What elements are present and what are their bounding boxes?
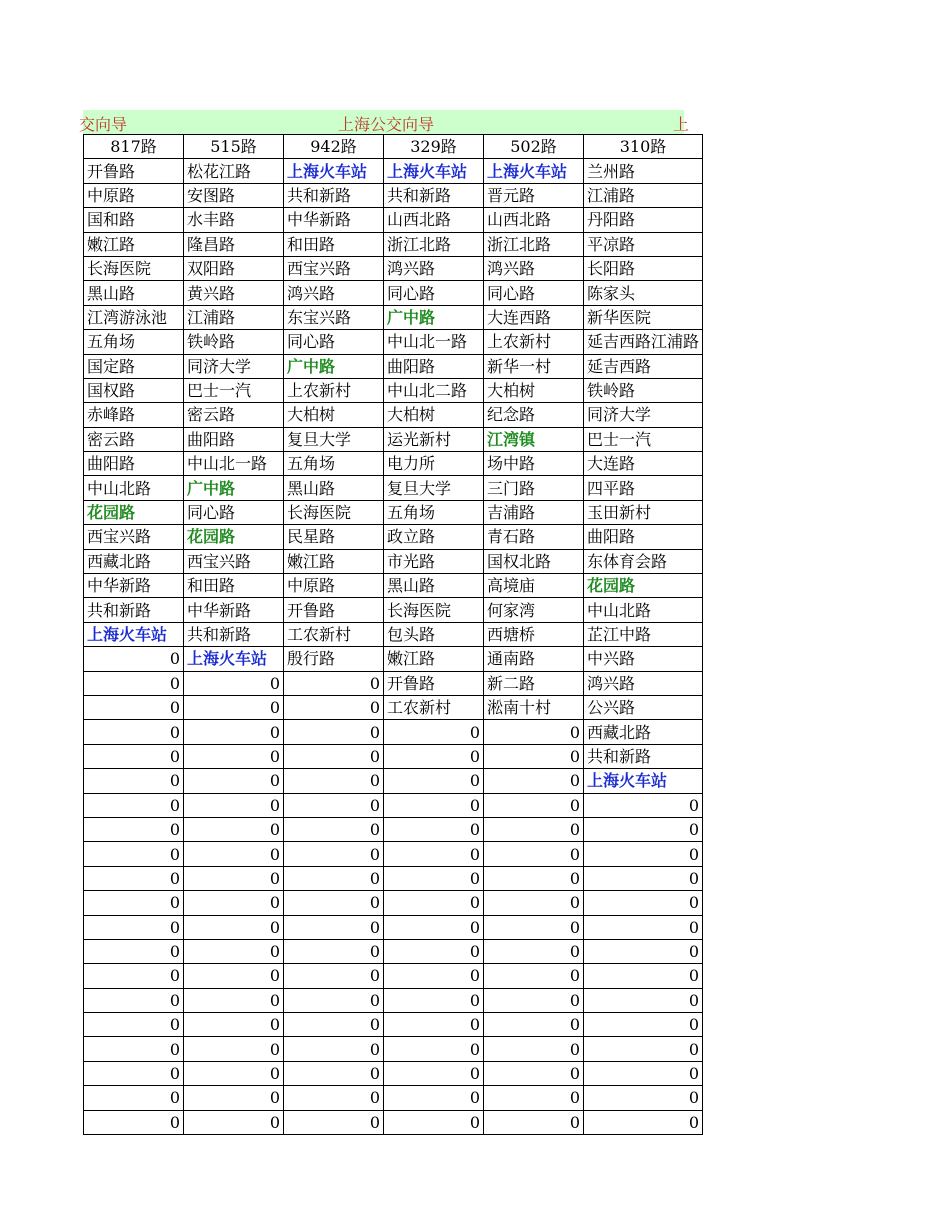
empty-value-cell[interactable]: 0 [384,1037,484,1061]
station-cell[interactable]: 长阳路 [584,256,703,280]
station-cell[interactable]: 三门路 [484,476,584,500]
station-cell[interactable]: 延吉西路 [584,354,703,378]
station-cell[interactable]: 国和路 [84,208,184,232]
station-cell[interactable]: 民星路 [284,525,384,549]
station-cell[interactable]: 中山北路 [84,476,184,500]
empty-value-cell[interactable]: 0 [284,866,384,890]
empty-value-cell[interactable]: 0 [584,891,703,915]
station-cell[interactable]: 新华医院 [584,305,703,329]
table-row [84,744,703,768]
table-row [84,427,703,451]
table-row [84,988,703,1012]
station-cell[interactable]: 密云路 [84,427,184,451]
empty-value-cell[interactable]: 0 [384,842,484,866]
station-cell[interactable]: 中原路 [84,183,184,207]
empty-value-cell[interactable]: 0 [84,1037,184,1061]
empty-value-cell[interactable]: 0 [284,695,384,719]
empty-value-cell[interactable]: 0 [484,939,584,963]
empty-value-cell[interactable]: 0 [84,939,184,963]
station-cell[interactable]: 安图路 [184,183,284,207]
empty-value-cell[interactable]: 0 [284,671,384,695]
empty-value-cell[interactable]: 0 [284,1013,384,1037]
table-row [84,964,703,988]
station-cell[interactable]: 同心路 [184,500,284,524]
station-cell[interactable]: 西宝兴路 [184,549,284,573]
station-cell[interactable]: 晋元路 [484,183,584,207]
station-cell[interactable]: 上海火车站 [184,647,284,671]
empty-value-cell[interactable]: 0 [484,964,584,988]
empty-value-cell[interactable]: 0 [484,1061,584,1085]
station-cell[interactable]: 上海火车站 [584,769,703,793]
station-cell[interactable]: 开鲁路 [284,598,384,622]
empty-value-cell[interactable]: 0 [184,915,284,939]
empty-value-cell[interactable]: 0 [84,769,184,793]
empty-value-cell[interactable]: 0 [284,720,384,744]
station-cell[interactable]: 密云路 [184,403,284,427]
table-row [84,1013,703,1037]
station-cell[interactable]: 大连路 [584,452,703,476]
station-cell[interactable]: 巴士一汽 [184,378,284,402]
station-cell[interactable]: 嫩江路 [84,232,184,256]
station-cell[interactable]: 西藏北路 [84,549,184,573]
table-row [84,208,703,232]
empty-value-cell[interactable]: 0 [284,1061,384,1085]
station-cell[interactable]: 上海火车站 [484,159,584,183]
table-row [84,647,703,671]
empty-value-cell[interactable]: 0 [284,842,384,866]
station-cell[interactable]: 新华一村 [484,354,584,378]
station-cell[interactable]: 中华新路 [184,598,284,622]
empty-value-cell[interactable]: 0 [84,744,184,768]
station-cell[interactable]: 运光新村 [384,427,484,451]
station-cell[interactable]: 嫩江路 [284,549,384,573]
station-cell[interactable]: 黑山路 [284,476,384,500]
empty-value-cell[interactable]: 0 [484,769,584,793]
station-cell[interactable]: 双阳路 [184,256,284,280]
empty-value-cell[interactable]: 0 [184,671,284,695]
station-cell[interactable]: 五角场 [384,500,484,524]
empty-value-cell[interactable]: 0 [284,1086,384,1110]
station-cell[interactable]: 江湾镇 [484,427,584,451]
station-cell[interactable]: 芷江中路 [584,622,703,646]
station-cell[interactable]: 大柏树 [284,403,384,427]
station-cell[interactable]: 西宝兴路 [284,256,384,280]
empty-value-cell[interactable]: 0 [484,988,584,1012]
empty-value-cell[interactable]: 0 [184,866,284,890]
empty-value-cell[interactable]: 0 [384,744,484,768]
station-cell[interactable]: 中山北一路 [184,452,284,476]
empty-value-cell[interactable]: 0 [184,1061,284,1085]
empty-value-cell[interactable]: 0 [384,915,484,939]
station-cell[interactable]: 江湾游泳池 [84,305,184,329]
station-cell[interactable]: 曲阳路 [584,525,703,549]
station-cell[interactable]: 同心路 [484,281,584,305]
station-cell[interactable]: 花园路 [584,574,703,598]
empty-value-cell[interactable]: 0 [284,793,384,817]
empty-value-cell[interactable]: 0 [484,1013,584,1037]
empty-value-cell[interactable]: 0 [84,671,184,695]
station-cell[interactable]: 四平路 [584,476,703,500]
station-cell[interactable]: 中华新路 [84,574,184,598]
banner-left-fragment: 交向导 [79,115,128,134]
table-row [84,793,703,817]
station-cell[interactable]: 中山北一路 [384,330,484,354]
station-cell[interactable]: 五角场 [84,330,184,354]
station-cell[interactable]: 政立路 [384,525,484,549]
station-cell[interactable]: 花园路 [184,525,284,549]
empty-value-cell[interactable]: 0 [584,842,703,866]
station-cell[interactable]: 广中路 [384,305,484,329]
station-cell[interactable]: 吉浦路 [484,500,584,524]
empty-value-cell[interactable]: 0 [84,866,184,890]
empty-value-cell[interactable]: 0 [84,1110,184,1134]
table-row [84,622,703,646]
table-row [84,281,703,305]
table-row [84,574,703,598]
empty-value-cell[interactable]: 0 [184,939,284,963]
station-cell[interactable]: 长海医院 [284,500,384,524]
empty-value-cell[interactable]: 0 [184,695,284,719]
table-row [84,720,703,744]
station-cell[interactable]: 复旦大学 [284,427,384,451]
empty-value-cell[interactable]: 0 [584,793,703,817]
station-cell[interactable]: 黑山路 [384,574,484,598]
station-cell[interactable]: 上海火车站 [84,622,184,646]
station-cell[interactable]: 赤峰路 [84,403,184,427]
table-row [84,1086,703,1110]
station-cell[interactable]: 高境庙 [484,574,584,598]
empty-value-cell[interactable]: 0 [484,842,584,866]
empty-value-cell[interactable]: 0 [84,647,184,671]
table-row [84,598,703,622]
empty-value-cell[interactable]: 0 [84,915,184,939]
empty-value-cell[interactable]: 0 [484,720,584,744]
station-cell[interactable]: 中山北二路 [384,378,484,402]
station-cell[interactable]: 中原路 [284,574,384,598]
empty-value-cell[interactable]: 0 [284,769,384,793]
empty-value-cell[interactable]: 0 [584,817,703,841]
table-row [84,452,703,476]
empty-value-cell[interactable]: 0 [84,842,184,866]
empty-value-cell[interactable]: 0 [84,793,184,817]
table-row [84,695,703,719]
empty-value-cell[interactable]: 0 [84,891,184,915]
empty-value-cell[interactable]: 0 [184,1037,284,1061]
table-row [84,866,703,890]
table-row [84,891,703,915]
station-cell[interactable]: 大柏树 [384,403,484,427]
station-cell[interactable]: 国权路 [84,378,184,402]
station-cell[interactable]: 同心路 [384,281,484,305]
station-cell[interactable]: 同济大学 [184,354,284,378]
station-cell[interactable]: 延吉西路江浦路 [584,330,703,354]
station-cell[interactable]: 国权北路 [484,549,584,573]
empty-value-cell[interactable]: 0 [584,1110,703,1134]
station-cell[interactable]: 浙江北路 [384,232,484,256]
empty-value-cell[interactable]: 0 [384,1061,484,1085]
station-cell[interactable]: 中山北路 [584,598,703,622]
station-cell[interactable]: 工农新村 [284,622,384,646]
station-cell[interactable]: 中华新路 [284,208,384,232]
empty-value-cell[interactable]: 0 [584,1061,703,1085]
station-cell[interactable]: 共和新路 [84,598,184,622]
station-cell[interactable]: 电力所 [384,452,484,476]
empty-value-cell[interactable]: 0 [184,769,284,793]
table-row [84,378,703,402]
empty-value-cell[interactable]: 0 [284,988,384,1012]
station-cell[interactable]: 陈家头 [584,281,703,305]
table-row [84,525,703,549]
route-header[interactable]: 502路 [484,135,584,159]
table-row [84,769,703,793]
table-row [84,1110,703,1134]
empty-value-cell[interactable]: 0 [584,964,703,988]
empty-value-cell[interactable]: 0 [484,1086,584,1110]
empty-value-cell[interactable]: 0 [584,1013,703,1037]
station-cell[interactable]: 隆昌路 [184,232,284,256]
empty-value-cell[interactable]: 0 [484,817,584,841]
empty-value-cell[interactable]: 0 [584,915,703,939]
station-cell[interactable]: 黑山路 [84,281,184,305]
table-row [84,403,703,427]
route-header[interactable]: 515路 [184,135,284,159]
station-cell[interactable]: 江浦路 [584,183,703,207]
station-cell[interactable]: 通南路 [484,647,584,671]
table-row [84,817,703,841]
station-cell[interactable]: 东体育会路 [584,549,703,573]
empty-value-cell[interactable]: 0 [284,1110,384,1134]
station-cell[interactable]: 复旦大学 [384,476,484,500]
route-header[interactable]: 942路 [284,135,384,159]
station-cell[interactable]: 上海火车站 [284,159,384,183]
empty-value-cell[interactable]: 0 [284,1037,384,1061]
station-cell[interactable]: 鸿兴路 [484,256,584,280]
empty-value-cell[interactable]: 0 [84,817,184,841]
station-cell[interactable]: 黄兴路 [184,281,284,305]
station-cell[interactable]: 长海医院 [384,598,484,622]
station-cell[interactable]: 曲阳路 [184,427,284,451]
table-row [84,476,703,500]
station-cell[interactable]: 场中路 [484,452,584,476]
empty-value-cell[interactable]: 0 [284,744,384,768]
station-cell[interactable]: 巴士一汽 [584,427,703,451]
empty-value-cell[interactable]: 0 [184,891,284,915]
station-cell[interactable]: 五角场 [284,452,384,476]
station-cell[interactable]: 广中路 [184,476,284,500]
station-cell[interactable]: 上农新村 [484,330,584,354]
station-cell[interactable]: 共和新路 [184,622,284,646]
table-row [84,1037,703,1061]
station-cell[interactable]: 山西北路 [484,208,584,232]
empty-value-cell[interactable]: 0 [84,964,184,988]
station-cell[interactable]: 山西北路 [384,208,484,232]
station-cell[interactable]: 共和新路 [284,183,384,207]
station-cell[interactable]: 铁岭路 [584,378,703,402]
station-cell[interactable]: 开鲁路 [384,671,484,695]
empty-value-cell[interactable]: 0 [484,866,584,890]
station-cell[interactable]: 兰州路 [584,159,703,183]
station-cell[interactable]: 中兴路 [584,647,703,671]
station-cell[interactable]: 何家湾 [484,598,584,622]
station-cell[interactable]: 同济大学 [584,403,703,427]
station-cell[interactable]: 铁岭路 [184,330,284,354]
empty-value-cell[interactable]: 0 [184,988,284,1012]
empty-value-cell[interactable]: 0 [384,793,484,817]
station-cell[interactable]: 和田路 [284,232,384,256]
station-cell[interactable]: 国定路 [84,354,184,378]
empty-value-cell[interactable]: 0 [184,744,284,768]
empty-value-cell[interactable]: 0 [584,866,703,890]
table-row [84,330,703,354]
empty-value-cell[interactable]: 0 [84,720,184,744]
table-row [84,183,703,207]
station-cell[interactable]: 玉田新村 [584,500,703,524]
station-cell[interactable]: 市光路 [384,549,484,573]
table-row [84,671,703,695]
empty-value-cell[interactable]: 0 [84,1061,184,1085]
empty-value-cell[interactable]: 0 [84,988,184,1012]
station-cell[interactable]: 长海医院 [84,256,184,280]
empty-value-cell[interactable]: 0 [184,817,284,841]
station-cell[interactable]: 鸿兴路 [584,671,703,695]
station-cell[interactable]: 青石路 [484,525,584,549]
table-row [84,915,703,939]
empty-value-cell[interactable]: 0 [384,1086,484,1110]
empty-value-cell[interactable]: 0 [84,1086,184,1110]
station-cell[interactable]: 纪念路 [484,403,584,427]
empty-value-cell[interactable]: 0 [384,891,484,915]
empty-value-cell[interactable]: 0 [384,720,484,744]
empty-value-cell[interactable]: 0 [184,964,284,988]
table-row [84,500,703,524]
empty-value-cell[interactable]: 0 [384,939,484,963]
empty-value-cell[interactable]: 0 [284,939,384,963]
station-cell[interactable]: 浙江北路 [484,232,584,256]
station-cell[interactable]: 曲阳路 [384,354,484,378]
empty-value-cell[interactable]: 0 [584,988,703,1012]
table-row [84,354,703,378]
bus-route-table [83,134,703,1135]
empty-value-cell[interactable]: 0 [184,1110,284,1134]
empty-value-cell[interactable]: 0 [484,793,584,817]
empty-value-cell[interactable]: 0 [484,915,584,939]
station-cell[interactable]: 开鲁路 [84,159,184,183]
station-cell[interactable]: 东宝兴路 [284,305,384,329]
route-header[interactable]: 310路 [584,135,703,159]
empty-value-cell[interactable]: 0 [384,964,484,988]
station-cell[interactable]: 西藏北路 [584,720,703,744]
station-cell[interactable]: 大连西路 [484,305,584,329]
empty-value-cell[interactable]: 0 [484,1110,584,1134]
empty-value-cell[interactable]: 0 [84,695,184,719]
empty-value-cell[interactable]: 0 [384,1110,484,1134]
station-cell[interactable]: 共和新路 [584,744,703,768]
route-header[interactable]: 817路 [84,135,184,159]
empty-value-cell[interactable]: 0 [384,866,484,890]
empty-value-cell[interactable]: 0 [584,939,703,963]
station-cell[interactable]: 新二路 [484,671,584,695]
station-cell[interactable]: 江浦路 [184,305,284,329]
station-cell[interactable]: 和田路 [184,574,284,598]
station-cell[interactable]: 工农新村 [384,695,484,719]
station-cell[interactable]: 同心路 [284,330,384,354]
table-row [84,842,703,866]
table-row [84,549,703,573]
banner-title: 上海公交向导 [338,115,435,134]
station-cell[interactable]: 丹阳路 [584,208,703,232]
empty-value-cell[interactable]: 0 [184,842,284,866]
station-cell[interactable]: 松花江路 [184,159,284,183]
empty-value-cell[interactable]: 0 [184,1013,284,1037]
empty-value-cell[interactable]: 0 [384,988,484,1012]
station-cell[interactable]: 上农新村 [284,378,384,402]
empty-value-cell[interactable]: 0 [284,964,384,988]
station-cell[interactable]: 上海火车站 [384,159,484,183]
table-row [84,256,703,280]
empty-value-cell[interactable]: 0 [284,915,384,939]
route-header[interactable]: 329路 [384,135,484,159]
route-header-row [84,135,703,159]
empty-value-cell[interactable]: 0 [384,817,484,841]
empty-value-cell[interactable]: 0 [184,793,284,817]
table-row [84,939,703,963]
station-cell[interactable]: 鸿兴路 [384,256,484,280]
station-cell[interactable]: 广中路 [284,354,384,378]
empty-value-cell[interactable]: 0 [484,1037,584,1061]
empty-value-cell[interactable]: 0 [484,891,584,915]
station-cell[interactable]: 西塘桥 [484,622,584,646]
empty-value-cell[interactable]: 0 [384,1013,484,1037]
empty-value-cell[interactable]: 0 [584,1086,703,1110]
station-cell[interactable]: 西宝兴路 [84,525,184,549]
empty-value-cell[interactable]: 0 [384,769,484,793]
empty-value-cell[interactable]: 0 [84,1013,184,1037]
title-banner [79,110,690,134]
empty-value-cell[interactable]: 0 [584,1037,703,1061]
table-row [84,159,703,183]
empty-value-cell[interactable]: 0 [284,891,384,915]
empty-value-cell[interactable]: 0 [184,720,284,744]
station-cell[interactable]: 殷行路 [284,647,384,671]
empty-value-cell[interactable]: 0 [184,1086,284,1110]
table-row [84,1061,703,1085]
table-row [84,305,703,329]
empty-value-cell[interactable]: 0 [484,744,584,768]
station-cell[interactable]: 花园路 [84,500,184,524]
station-cell[interactable]: 嫩江路 [384,647,484,671]
banner-right-fragment: 上 [673,115,690,134]
table-row [84,232,703,256]
station-cell[interactable]: 包头路 [384,622,484,646]
station-cell[interactable]: 平凉路 [584,232,703,256]
station-cell[interactable]: 曲阳路 [84,452,184,476]
station-cell[interactable]: 共和新路 [384,183,484,207]
station-cell[interactable]: 公兴路 [584,695,703,719]
station-cell[interactable]: 水丰路 [184,208,284,232]
station-cell[interactable]: 鸿兴路 [284,281,384,305]
empty-value-cell[interactable]: 0 [284,817,384,841]
station-cell[interactable]: 大柏树 [484,378,584,402]
station-cell[interactable]: 淞南十村 [484,695,584,719]
